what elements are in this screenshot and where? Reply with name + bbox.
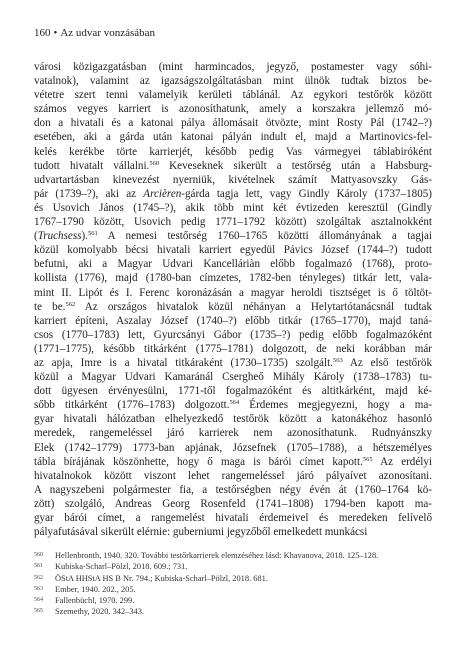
footnote-number: 561 [34,563,43,570]
text-segment: ). [81,230,88,243]
text-segment: sőbb titkárként (1776–1783) dolgozott. [34,399,230,412]
text-line [34,356,432,370]
text-segment: don a hivatali és a katonai pálya állomásait ötvözte, mint Rosty Pál (1742–?) [34,117,432,130]
footnote-number: 560 [34,552,43,558]
text-segment: 1767–1790 között, Usovich pedig 1771–1792 között) szolgáltak asztalnokként [34,216,432,229]
text-segment: tábla bírájának köszönhette, hogy ő maga is bárói címet kapott. [34,455,363,468]
text-segment: dott ügyesen érvényesülni, 1771-től fogalmazóként és altitkárként, majd ké- [34,385,432,398]
body-text [34,60,432,539]
text-segment: számos vegyes karriert is azonosíthatunk, amely a korszakra jellemző mó- [34,103,432,116]
footnote-text: ÖStA HHStA HS B Nr. 794.; Kubiska-Scharl–Pölzl, 2018. 681. [55,573,268,583]
text-segment: közül a Magyar Udvari Kamaránál Csergheő Mihály Károly (1738–1783) tu- [34,371,432,384]
text-line [34,469,432,483]
text-line [34,342,432,356]
footnote-number: 562 [34,574,43,581]
text-line [34,102,432,116]
text-segment: kelés kerékbe törte karrierjét, később pedig Vas vármegyei táblabiróként [34,145,432,158]
text-line [34,271,432,285]
text-line [34,173,432,187]
text-line [34,88,432,102]
text-segment: mint II. Lipót és I. Ferenc koronázásán a magyar heroldi tisztséget is ő töltöt- [34,286,432,299]
footnote-reference[interactable]: 562 [65,300,76,308]
text-line [34,455,432,469]
text-line [34,525,432,539]
text-line [34,483,432,497]
text-line [34,286,432,300]
text-line [34,130,432,144]
running-title: Az udvar vonzásában [60,27,156,39]
text-segment: Érdemes megjegyezni, hogy a ma- [239,399,432,412]
text-segment: kollista (1776), majd (1780-ban címzetes, 1782-ben tényleges) titkár lett, vala- [34,272,432,285]
text-line [34,159,432,173]
text-segment: zött) szolgáló, Andreas Georg Rosenfeld (1741–1808) 1794-ben kapott ma- [34,497,432,510]
text-segment: és Usovich János (1745–?), akik több mint két évtizeden keresztül (Gindly [34,201,432,214]
text-segment: gyar bárói címet, a rangemelést hivatali érdemeivel és meredeken felívelő [34,512,432,524]
footnote-text: Ember, 1940. 202., 205. [55,584,136,594]
text-segment: pár (1739–?), aki az [34,187,144,200]
footnote-reference[interactable]: 561 [87,230,98,238]
text-segment: befutni, aki a Magyar Udvari Kancelláriàn előbb fogalmazó (1768), proto- [34,258,432,271]
text-line [34,328,432,342]
text-line [34,384,432,398]
header-separator: • [53,27,58,39]
text-segment: (1771–1775), később titkárként (1775–1781) dolgozott, de neki korábban már [34,342,432,355]
footnote-text: Szemethy, 2020. 342–343. [55,607,145,617]
text-line [34,441,432,455]
footnotes [34,550,432,618]
text-line [34,215,432,229]
text-segment: udvartartásban kinevezést nyerniük, kivételnek számít Mattyasovszky Gás- [34,173,432,186]
text-segment: Az erdélyi [372,455,432,468]
text-line [34,511,432,525]
text-segment: tudott hivatalt vállalni. [34,159,150,172]
text-segment: városi közigazgatásban (mint harmincados, jegyző, postamester vagy sóhi- [34,61,432,73]
page-number: 160 [34,27,51,39]
footnote [34,606,432,617]
text-line [34,116,432,130]
text-line [34,201,432,215]
text-segment: -gárda tagja lett, vagy Gindly Károly (1737–1805) [181,187,432,200]
footnote [34,595,432,606]
text-segment: A nagyszebeni polgármester fia, a testőrségben négy évén át (1760–1764 kö- [34,483,432,496]
text-line [34,187,432,201]
footnote [34,550,432,561]
footnote-reference[interactable]: 563 [332,356,343,364]
text-segment: Elek (1742–1779) 1773-ban apjának, Józsefnek (1705–1788), a hétszemélyes [34,441,432,454]
text-segment: Az országos hivatalok közül néhányan a Helytartótanácsnál tudtak [75,300,432,313]
text-line [34,257,432,271]
text-line [34,145,432,159]
text-line [34,314,432,328]
running-header [34,27,155,39]
text-segment: csos (1770–1783) lett, Gyurcsányi Gábor (1735–?) pedig előbb fogalmazóként [34,328,432,341]
footnote-reference[interactable]: 564 [229,399,240,407]
text-segment: az apja, Imre is a hivatal titkáraként (1730–1735) szolgált. [34,356,333,369]
text-segment: esetében, aki a gárda után katonai pályán indult el, majd a Martinovics-fel- [34,131,432,144]
text-line [34,398,432,412]
footnote-text: Fallenbüchl, 1970. 299. [55,596,135,606]
text-line [34,243,432,257]
text-segment: Keveseknek sikerült a testőrség után a Habsburg- [159,159,432,172]
text-segment: Az első testőrök [342,356,432,369]
footnote-number: 563 [34,585,43,592]
text-segment: gyar hivatali hálózatban elhelyezkedő testőrök között a katonákéhoz hasonló [34,413,432,426]
text-line [34,426,432,440]
text-line [34,300,432,314]
text-line [34,74,432,88]
footnote-number: 565 [34,608,43,615]
footnote-number: 564 [34,597,43,604]
text-line [34,60,432,74]
text-segment: közül komolyabb bécsi hivatali karriert egyedül Pávics József (1744–?) tudott [34,244,432,257]
text-line [34,412,432,426]
footnote-text: Kubiska-Scharl–Pölzl, 2018. 609.; 731. [55,562,188,572]
text-segment: hivatalnokok között viszont lehet rangemeléssel járó pályaívet azonosítani. [34,469,432,482]
text-line [34,370,432,384]
footnote-reference[interactable]: 560 [149,159,160,167]
text-segment: meredek, rangemeléssel járó karrierek nem azonosíthatunk. Rudnyánszky [34,427,432,440]
text-line [34,497,432,511]
text-segment: pályafutásával sikerült elérnie: guberniumi jegyzőből emelkedett munkácsi [34,526,368,539]
text-segment: ( [34,230,38,243]
footnote-reference[interactable]: 565 [362,455,373,463]
footnote [34,584,432,595]
text-segment: vétetre szert tenni valamelyik kerületi táblánál. Az egykori testőrök között [34,89,432,102]
text-segment: karriert építeni, Aszalay József (1740–?) előbb titkár (1765–1770), majd taná- [34,314,432,327]
footnote-text: Hellenbronth, 1940. 320. További testőrkarrierek elemzéséhez lásd: Khavanova, 2018. 125–128. [55,551,379,560]
text-segment: Truchsess [37,230,82,243]
text-segment: Arcièren [143,187,182,200]
text-segment: vatalnok), valamint az igazságszolgáltatásban mint ülnök tudtak biztos be- [34,75,432,88]
text-segment: A nemesi testőrség 1760–1765 közötti állományának a tagjai [97,230,432,243]
footnote [34,573,432,584]
text-segment: te be. [34,300,66,313]
text-line [34,229,432,243]
footnote [34,561,432,572]
